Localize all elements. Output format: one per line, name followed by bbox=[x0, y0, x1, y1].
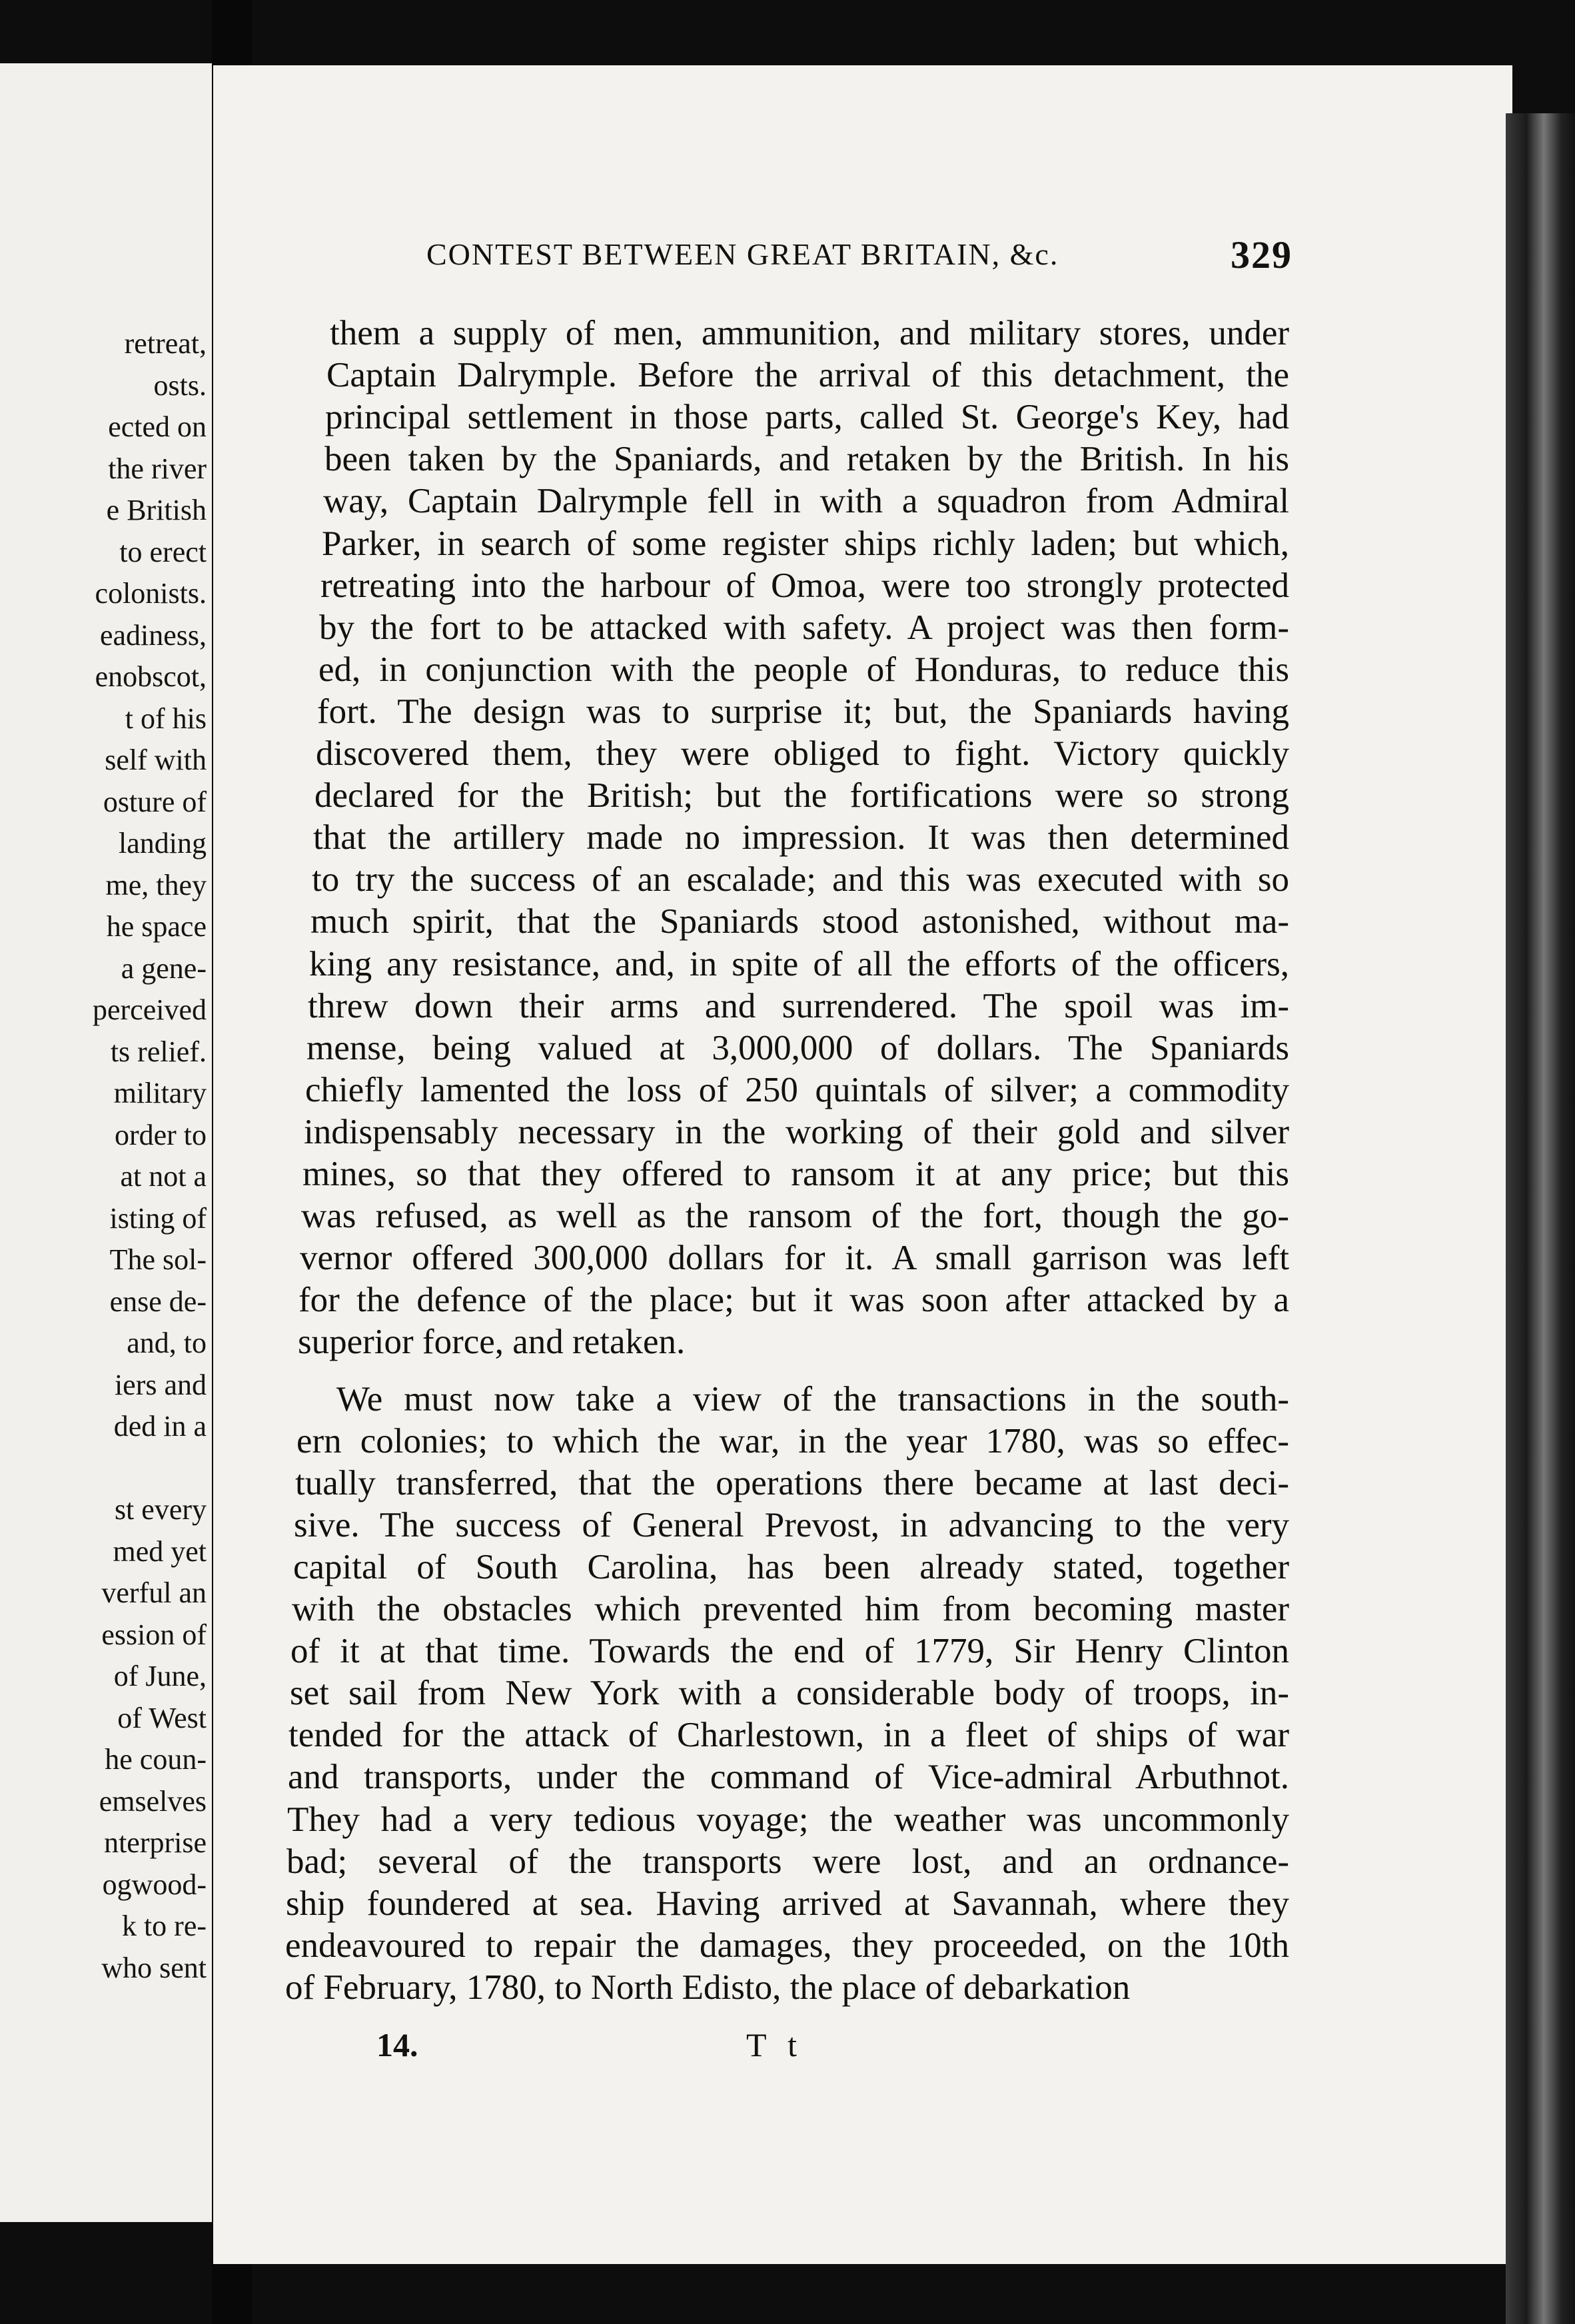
text-line: that the artillery made no impression. It was then determined bbox=[313, 818, 1289, 858]
text-line: vernor offered 300,000 dollars for it. A small garrison was left bbox=[300, 1239, 1289, 1278]
text-line: with the obstacles which prevented him from becoming master bbox=[292, 1590, 1289, 1628]
text-line: tended for the attack of Charlestown, in a fleet of ships of war bbox=[288, 1716, 1289, 1755]
left-text-line: of June, bbox=[113, 1660, 207, 1692]
left-text-line: military bbox=[113, 1077, 207, 1109]
left-text-line: osture of bbox=[103, 785, 207, 818]
left-text-line: and, to bbox=[127, 1327, 207, 1359]
text-line: for the defence of the place; but it was soon after attacked by a bbox=[298, 1281, 1289, 1320]
left-text-line: to erect bbox=[119, 535, 207, 568]
left-text-line: osts. bbox=[153, 368, 207, 402]
left-text-line: e British bbox=[106, 494, 207, 526]
left-text-line: of West bbox=[117, 1701, 207, 1734]
text-line: ern colonies; to which the war, in the year 1780, was so effec- bbox=[296, 1421, 1289, 1460]
left-text-line: iers and bbox=[114, 1368, 207, 1401]
text-line: mines, so that they offered to ransom it at any price; but this bbox=[302, 1155, 1289, 1193]
left-text-line: ded in a bbox=[113, 1410, 207, 1443]
text-line: tually transferred, that the operations there became at last deci- bbox=[295, 1463, 1289, 1502]
left-text-line: who sent bbox=[101, 1951, 207, 1984]
text-line: endeavoured to repair the damages, they proceeded, on the 10th bbox=[285, 1926, 1289, 1965]
left-text-line: landing bbox=[119, 827, 207, 860]
page-number: 329 bbox=[1231, 233, 1293, 277]
text-line: threw down their arms and surrendered. The spoil was im- bbox=[308, 986, 1289, 1025]
left-text-line: retreat, bbox=[124, 327, 207, 360]
left-text-line: ts relief. bbox=[110, 1035, 207, 1068]
text-line: mense, being valued at 3,000,000 of dollars. The Spaniards bbox=[306, 1028, 1289, 1067]
left-text-line: isting of bbox=[109, 1201, 207, 1235]
left-text-line: st every bbox=[114, 1493, 207, 1526]
text-line: them a supply of men, ammunition, and military stores, under bbox=[330, 314, 1289, 352]
page-edge bbox=[1506, 113, 1575, 2324]
text-line: sive. The success of General Prevost, in advancing to the very bbox=[294, 1505, 1289, 1544]
text-line: of February, 1780, to North Edisto, the place of debarkation bbox=[285, 1968, 1131, 2007]
left-page bbox=[0, 63, 212, 2222]
text-line: discovered them, they were obliged to fight. Victory quickly bbox=[316, 734, 1289, 773]
left-text-line: ected on bbox=[108, 410, 207, 443]
text-line: chiefly lamented the loss of 250 quintals of silver; a commodity bbox=[305, 1070, 1289, 1109]
left-text-line: he space bbox=[106, 910, 207, 943]
left-text-line: order to bbox=[114, 1118, 207, 1151]
text-line: Captain Dalrymple. Before the arrival of this detachment, the bbox=[326, 356, 1289, 395]
text-line: to try the success of an escalade; and this was executed with so bbox=[312, 860, 1289, 899]
text-line: ship foundered at sea. Having arrived at Savannah, where they bbox=[286, 1884, 1289, 1923]
text-line: retreating into the harbour of Omoa, were too strongly protected bbox=[320, 566, 1289, 605]
text-line: and transports, under the command of Vice-admiral Arbuthnot. bbox=[288, 1758, 1289, 1797]
signature-number: 14. bbox=[376, 2026, 418, 2063]
left-text-line: eadiness, bbox=[99, 618, 207, 652]
text-line: principal settlement in those parts, called St. George's Key, had bbox=[325, 398, 1289, 437]
text-line: much spirit, that the Spaniards stood astonished, without ma- bbox=[310, 902, 1289, 941]
text-line: They had a very tedious voyage; the weather was uncommonly bbox=[287, 1800, 1289, 1839]
left-text-line: The sol- bbox=[109, 1243, 207, 1276]
text-line: of it at that time. Towards the end of 1779, Sir Henry Clinton bbox=[290, 1632, 1289, 1671]
text-line: declared for the British; but the fortifications were so strong bbox=[314, 776, 1289, 816]
text-line: set sail from New York with a considerable body of troops, in- bbox=[290, 1674, 1289, 1713]
text-line: indispensably necessary in the working of their gold and silver bbox=[304, 1112, 1289, 1151]
left-text-line: enobscot, bbox=[95, 660, 207, 693]
left-text-line: colonists. bbox=[95, 577, 207, 610]
left-text-line: emselves bbox=[99, 1784, 207, 1818]
left-text-line: at not a bbox=[120, 1160, 207, 1193]
text-line: king any resistance, and, in spite of all the efforts of the officers, bbox=[309, 944, 1289, 983]
left-text-line: the river bbox=[108, 452, 207, 485]
text-line: way, Captain Dalrymple fell in with a squadron from Admiral bbox=[323, 482, 1289, 521]
text-line: superior force, and retaken. bbox=[298, 1323, 686, 1362]
left-text-line: perceived bbox=[93, 993, 207, 1026]
header-title: CONTEST BETWEEN GREAT BRITAIN, &c. bbox=[426, 237, 1059, 271]
text-line: was refused, as well as the ransom of the fort, though the go- bbox=[301, 1197, 1289, 1236]
text-line: ed, in conjunction with the people of Honduras, to reduce this bbox=[318, 650, 1289, 689]
left-text-line: med yet bbox=[113, 1534, 207, 1568]
signature-mark: T t bbox=[746, 2026, 804, 2063]
left-text-line: ense de- bbox=[109, 1285, 207, 1318]
text-line: We must now take a view of the transactions in the south- bbox=[336, 1379, 1289, 1419]
text-line: fort. The design was to surprise it; but, the Spaniards having bbox=[317, 692, 1289, 731]
text-line: capital of South Carolina, has been already stated, together bbox=[293, 1547, 1289, 1586]
left-text-line: he coun- bbox=[105, 1743, 207, 1776]
left-text-line: nterprise bbox=[104, 1826, 207, 1859]
left-text-line: k to re- bbox=[121, 1910, 207, 1942]
text-line: been taken by the Spaniards, and retaken by the British. In his bbox=[324, 440, 1289, 479]
left-text-line: me, they bbox=[105, 868, 207, 901]
left-text-line: a gene- bbox=[121, 951, 207, 985]
left-text-line: self with bbox=[105, 744, 207, 776]
left-text-line: t of his bbox=[125, 702, 207, 735]
left-text-line: ession of bbox=[101, 1618, 207, 1651]
left-text-line: verful an bbox=[101, 1576, 207, 1609]
left-text-line: ogwood- bbox=[102, 1868, 207, 1901]
text-line: bad; several of the transports were lost, and an ordnance- bbox=[286, 1842, 1289, 1881]
text-line: Parker, in search of some register ships richly laden; but which, bbox=[322, 524, 1289, 563]
text-line: by the fort to be attacked with safety. A project was then form- bbox=[319, 608, 1289, 647]
